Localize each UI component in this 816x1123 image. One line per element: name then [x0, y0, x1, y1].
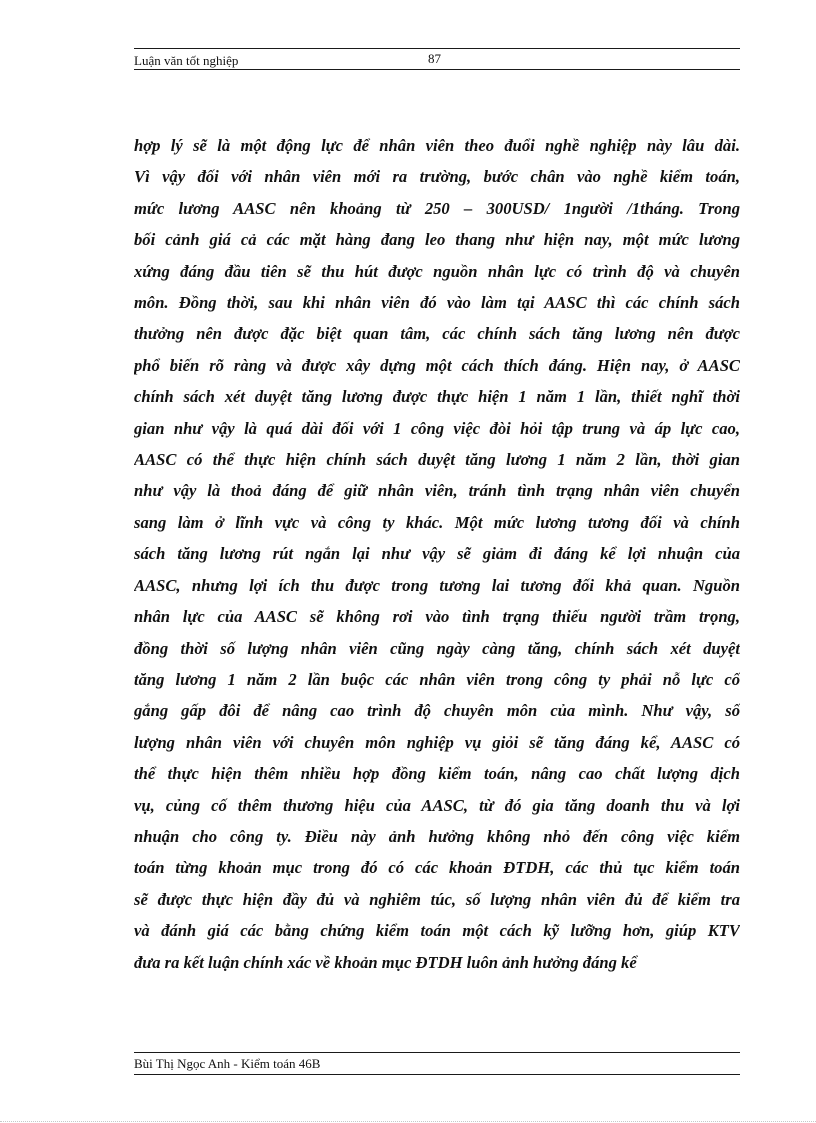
header-top-rule — [134, 48, 740, 49]
text-line: môn. Đồng thời, sau khi nhân viên đó vào làm tại AASC thì các chính sách — [134, 293, 740, 313]
text-line: tăng lương 1 năm 2 lần buộc các nhân viên trong công ty phải nỗ lực cố — [134, 669, 740, 689]
text-line: Vì vậy đối với nhân viên mới ra trường, bước chân vào nghề kiểm toán, — [134, 167, 740, 187]
text-line: xứng đáng đầu tiên sẽ thu hút được nguồn nhân lực có trình độ và chuyên — [134, 261, 740, 281]
text-line: gắng gấp đôi để nâng cao trình độ chuyên môn của mình. Như vậy, số — [134, 701, 740, 721]
text-line: sẽ được thực hiện đầy đủ và nghiêm túc, số lượng nhân viên đủ để kiểm tra — [134, 889, 740, 909]
text-line: nhân lực của AASC sẽ không rơi vào tình trạng thiếu người trầm trọng, — [134, 607, 740, 627]
body-paragraph — [134, 130, 740, 978]
page-number: 87 — [428, 51, 441, 66]
text-line: gian như vậy là quá dài đối với 1 công việc đòi hỏi tập trung và áp lực cao, — [134, 418, 740, 438]
text-line: hợp lý sẽ là một động lực để nhân viên theo đuổi nghề nghiệp này lâu dài. — [134, 136, 740, 155]
text-line: nhuận cho công ty. Điều này ảnh hưởng không nhỏ đến công việc kiểm — [134, 826, 740, 846]
text-line: chính sách xét duyệt tăng lương được thực hiện 1 năm 1 lần, thiết nghĩ thời — [134, 387, 740, 407]
footer-top-rule — [134, 1052, 740, 1053]
text-line: thưởng nên được đặc biệt quan tâm, các chính sách tăng lương nên được — [134, 324, 740, 344]
text-line: vụ, củng cố thêm thương hiệu của AASC, từ đó gia tăng doanh thu và lợi — [134, 795, 740, 815]
footer-bottom-rule — [134, 1074, 740, 1075]
text-line: thể thực hiện thêm nhiều hợp đồng kiểm toán, nâng cao chất lượng dịch — [134, 764, 740, 784]
page-edge — [0, 1121, 816, 1122]
text-line: đưa ra kết luận chính xác về khoản mục ĐTDH luôn ảnh hưởng đáng kể — [134, 952, 637, 972]
text-line: mức lương AASC nên khoảng từ 250 – 300USD/ 1người /1tháng. Trong — [134, 198, 740, 218]
text-line: AASC có thể thực hiện chính sách duyệt tăng lương 1 năm 2 lần, thời gian — [134, 450, 740, 470]
text-line: và đánh giá các bằng chứng kiểm toán một cách kỹ lưỡng hơn, giúp KTV — [134, 921, 740, 941]
text-line: bối cảnh giá cả các mặt hàng đang leo thang như hiện nay, một mức lương — [134, 230, 740, 250]
text-line: toán từng khoản mục trong đó có các khoản ĐTDH, các thủ tục kiểm toán — [134, 858, 740, 878]
text-line: AASC, nhưng lợi ích thu được trong tương lai tương đối khả quan. Nguồn — [134, 575, 740, 595]
text-line: đồng thời số lượng nhân viên cũng ngày càng tăng, chính sách xét duyệt — [134, 638, 740, 658]
text-line: phổ biến rõ ràng và được xây dựng một cách thích đáng. Hiện nay, ở AASC — [134, 355, 740, 375]
footer-author: Bùi Thị Ngọc Anh - Kiểm toán 46B — [134, 1056, 321, 1071]
text-line: lượng nhân viên với chuyên môn nghiệp vụ giỏi sẽ tăng đáng kể, AASC có — [134, 732, 740, 752]
text-line: sang làm ở lĩnh vực và công ty khác. Một mức lương tương đối và chính — [134, 512, 740, 532]
header-title: Luận văn tốt nghiệp — [134, 53, 239, 68]
header-bottom-rule — [134, 69, 740, 70]
text-line: sách tăng lương rút ngắn lại như vậy sẽ giảm đi đáng kể lợi nhuận của — [134, 544, 740, 564]
text-line: như vậy là thoả đáng để giữ nhân viên, tránh tình trạng nhân viên chuyển — [134, 481, 740, 501]
